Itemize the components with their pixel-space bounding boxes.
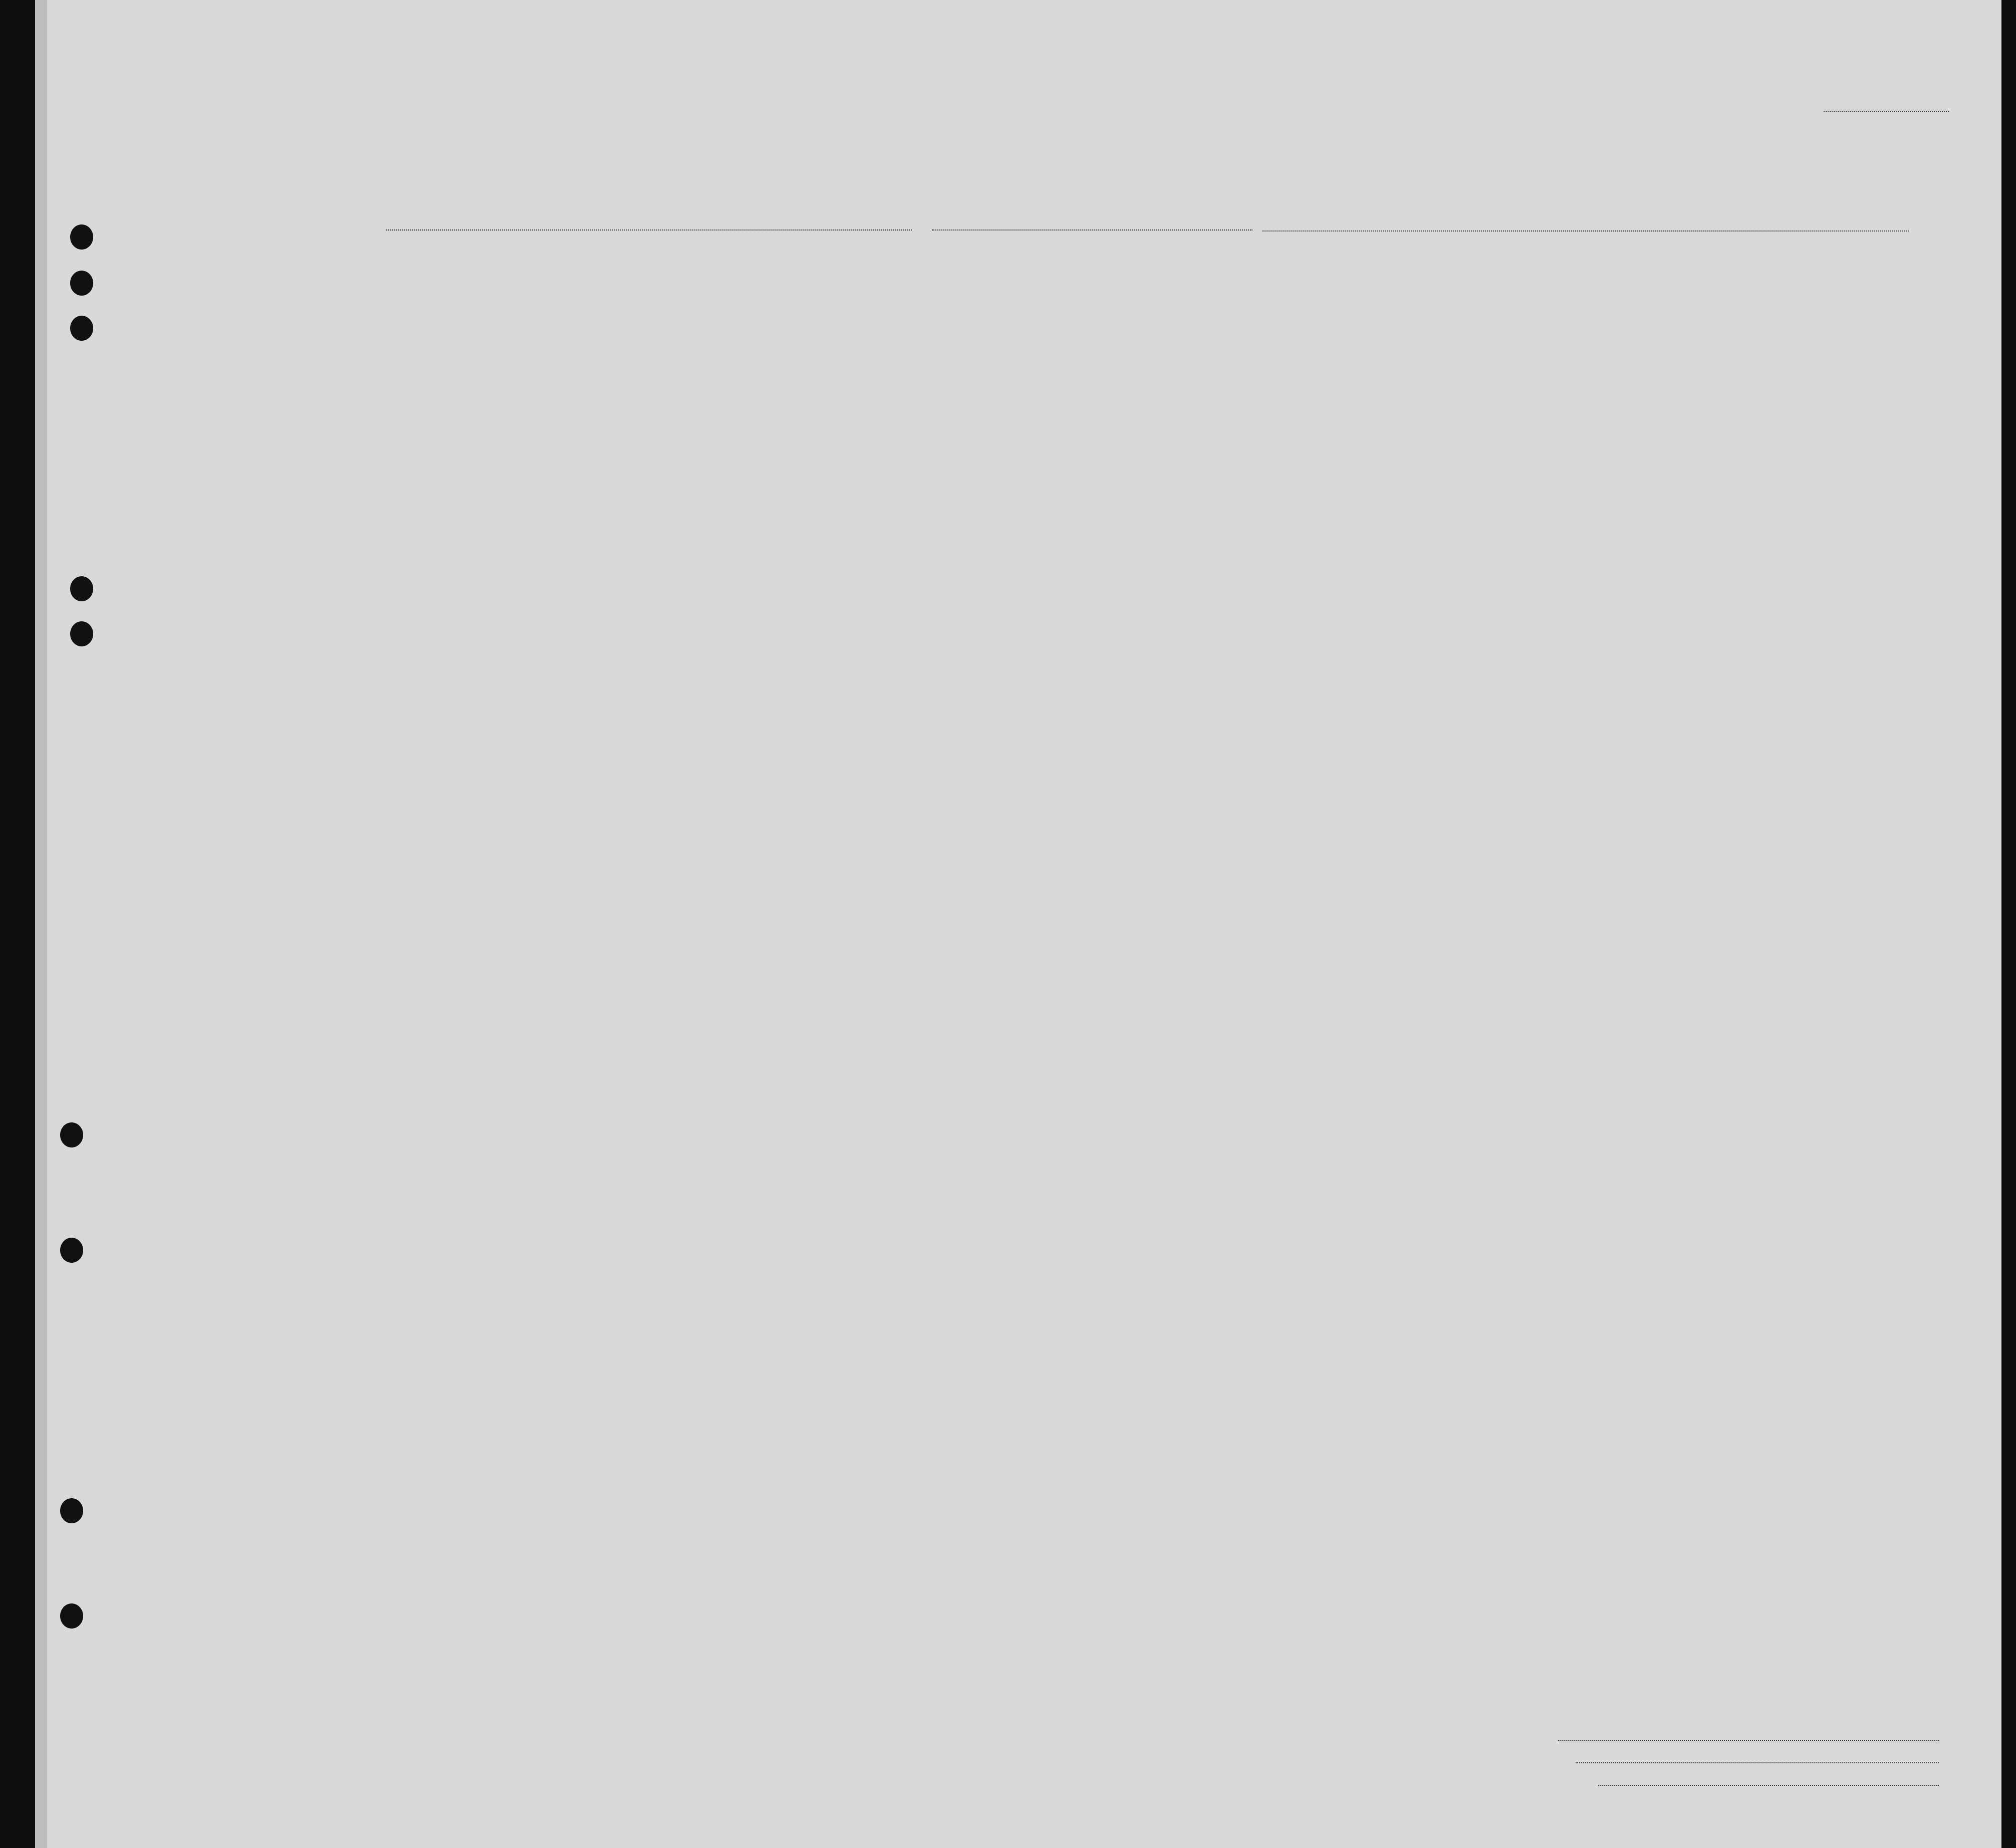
line-blank[interactable]: [1558, 1740, 1939, 1741]
manifest-page: [35, 0, 2001, 1848]
manifest-grid: [35, 0, 2001, 1714]
owners-blank[interactable]: [1576, 1762, 1939, 1763]
agents-blank[interactable]: [1598, 1785, 1939, 1786]
